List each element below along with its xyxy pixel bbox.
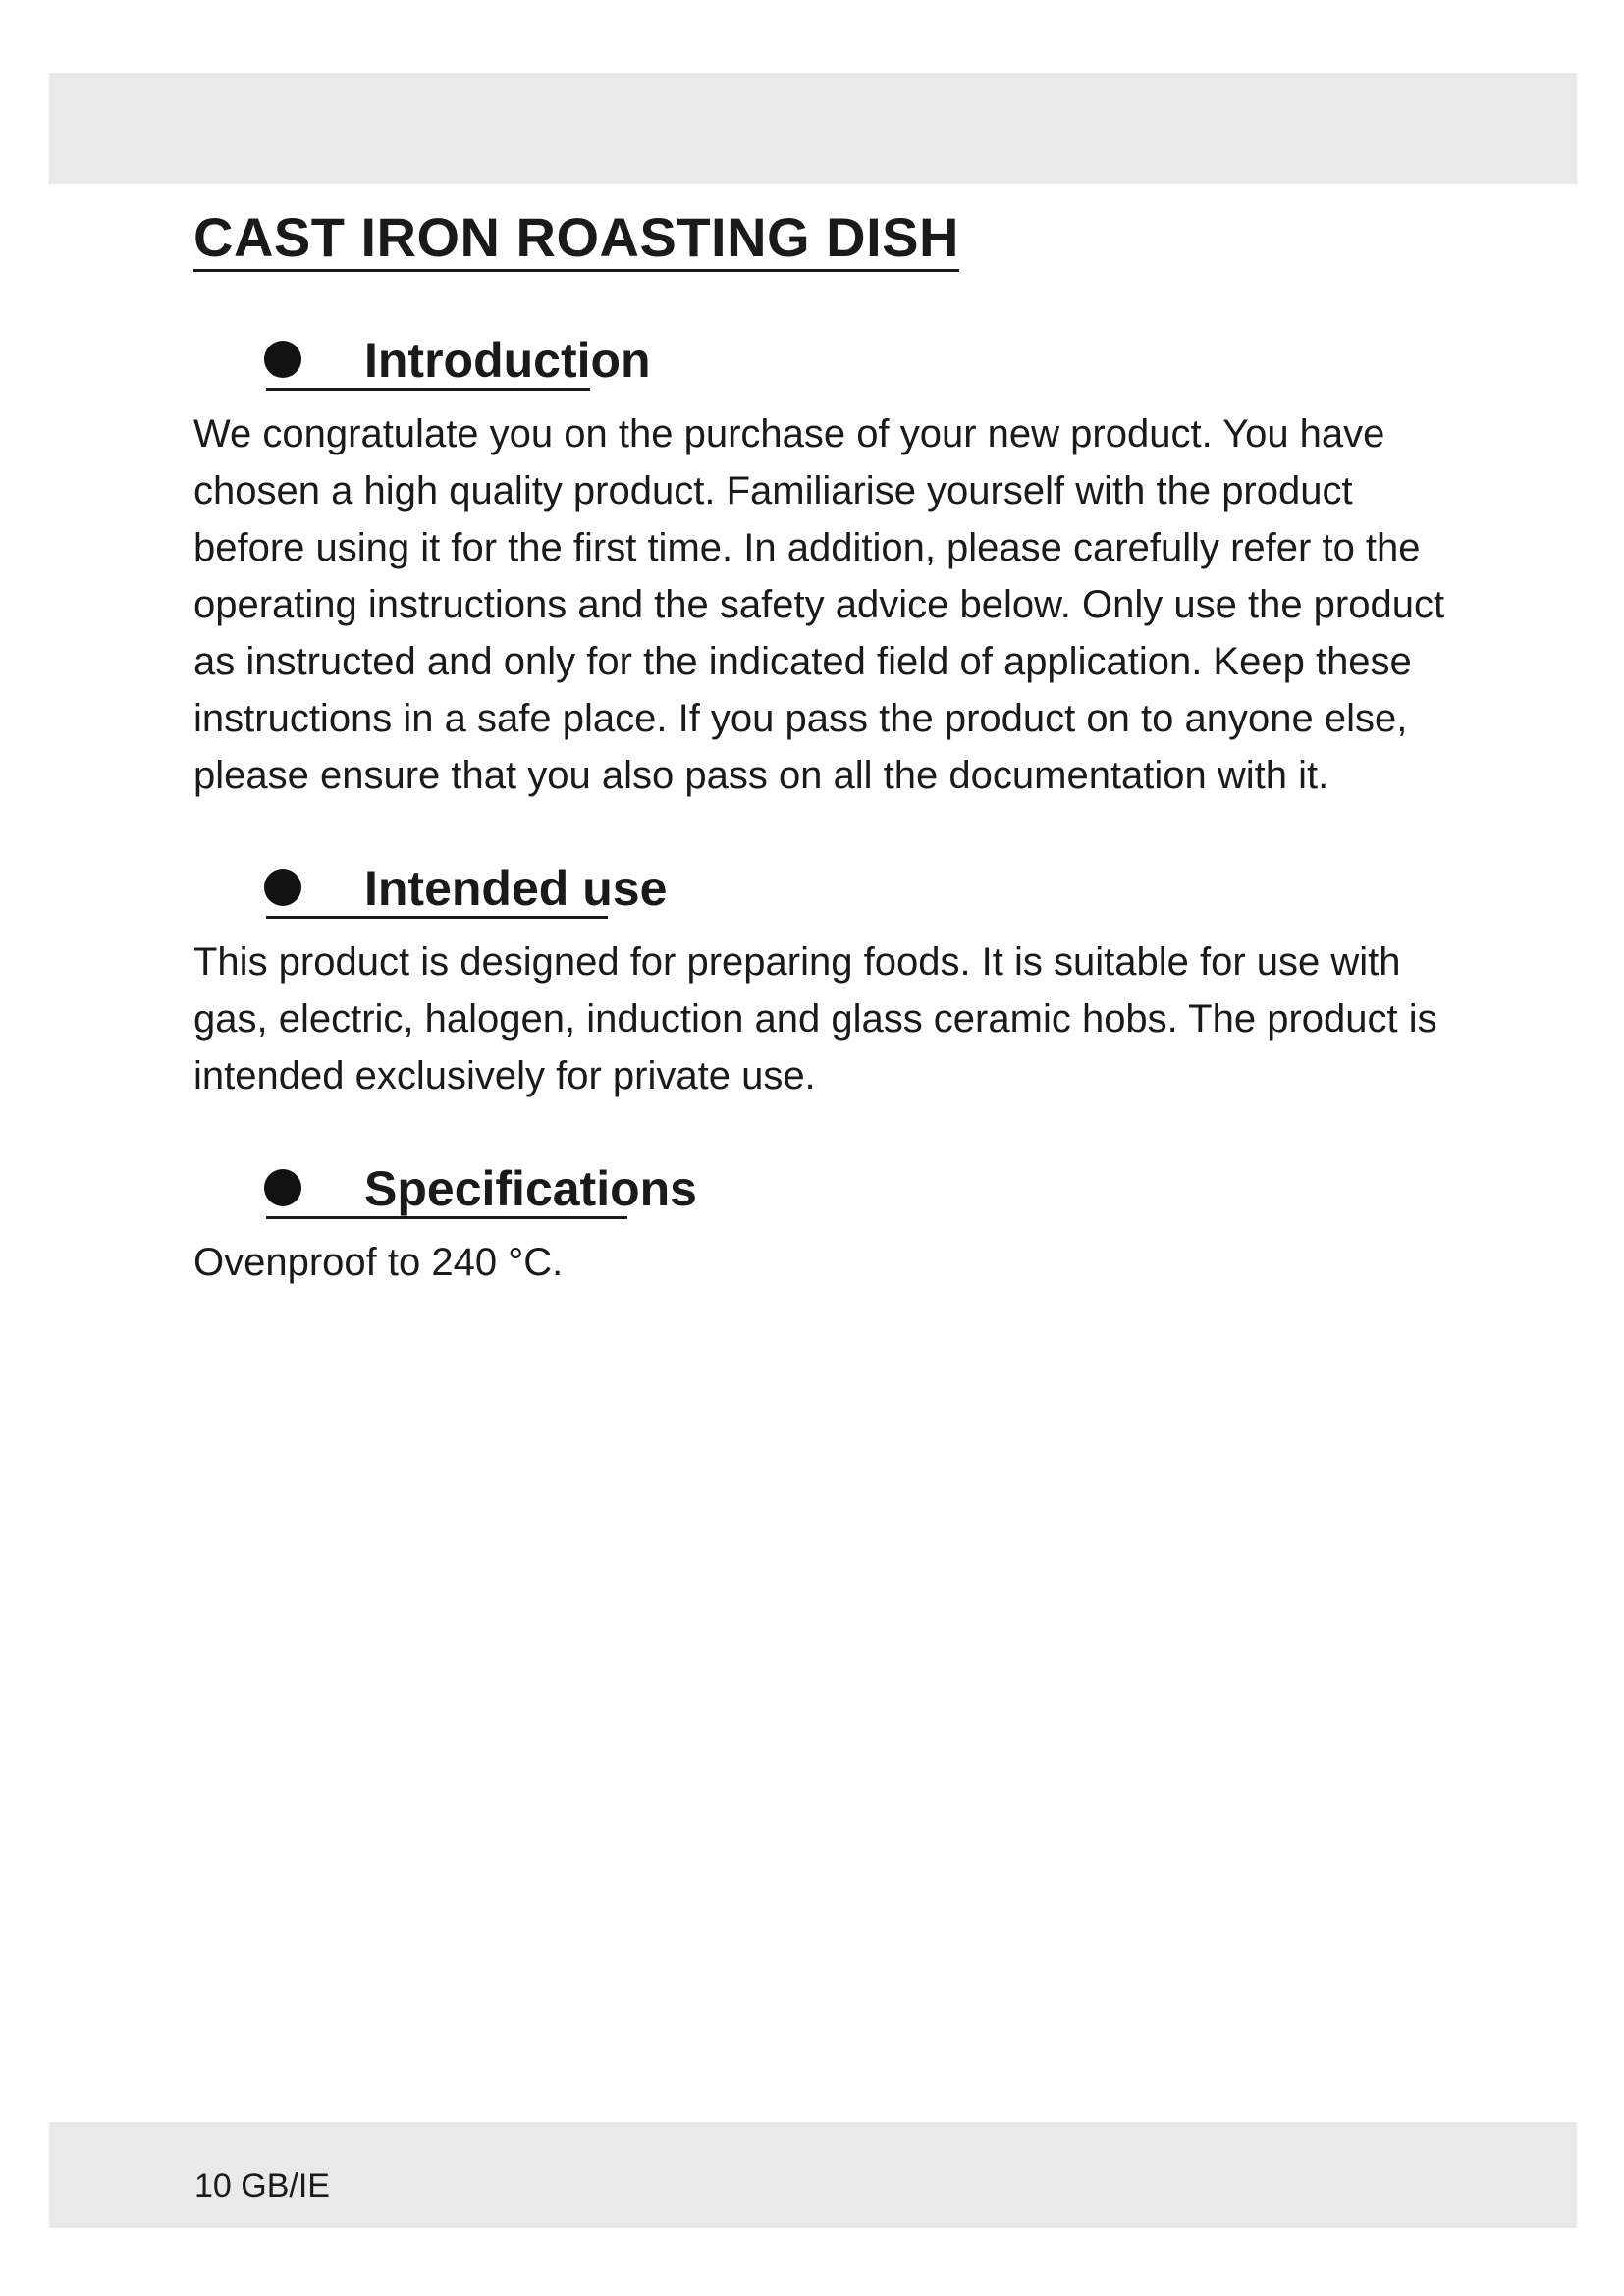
section-text: We congratulate you on the purchase of your new product. You have chosen a high quality product. Familiarise yourself with the product before using it for the first time. In addition, please carefully refer to the operating instructions and the safety advice below. Only use the product as instructed and only for the indicated field of application. Keep these instructions in a safe place. If you pass the product on to anyone else, please ensure that you also pass on all the documentation with it. <box>193 412 1445 798</box>
section-heading <box>264 333 1450 392</box>
page-number: 10 GB/IE <box>194 2167 330 2205</box>
section-text: Ovenproof to 240 °C. <box>193 1241 564 1285</box>
section-title: Introduction <box>364 333 651 389</box>
section-heading <box>264 861 1450 920</box>
section-heading <box>264 1161 1450 1220</box>
footer-band <box>49 2122 1577 2228</box>
page-content <box>193 206 1450 1291</box>
bullet-icon <box>264 341 301 378</box>
bullet-icon <box>264 869 301 906</box>
section-specifications <box>193 1161 1450 1291</box>
section-text: This product is designed for preparing foods. It is suitable for use with gas, electric, halogen, induction and glass ceramic hobs. The product is intended exclusively for private use. <box>193 940 1437 1098</box>
section-title: Specifications <box>364 1161 697 1217</box>
section-title: Intended use <box>364 861 668 917</box>
page-title: CAST IRON ROASTING DISH <box>193 206 959 272</box>
bullet-icon <box>264 1169 301 1206</box>
header-band <box>49 73 1577 184</box>
section-introduction <box>193 333 1450 804</box>
section-intended-use <box>193 861 1450 1104</box>
